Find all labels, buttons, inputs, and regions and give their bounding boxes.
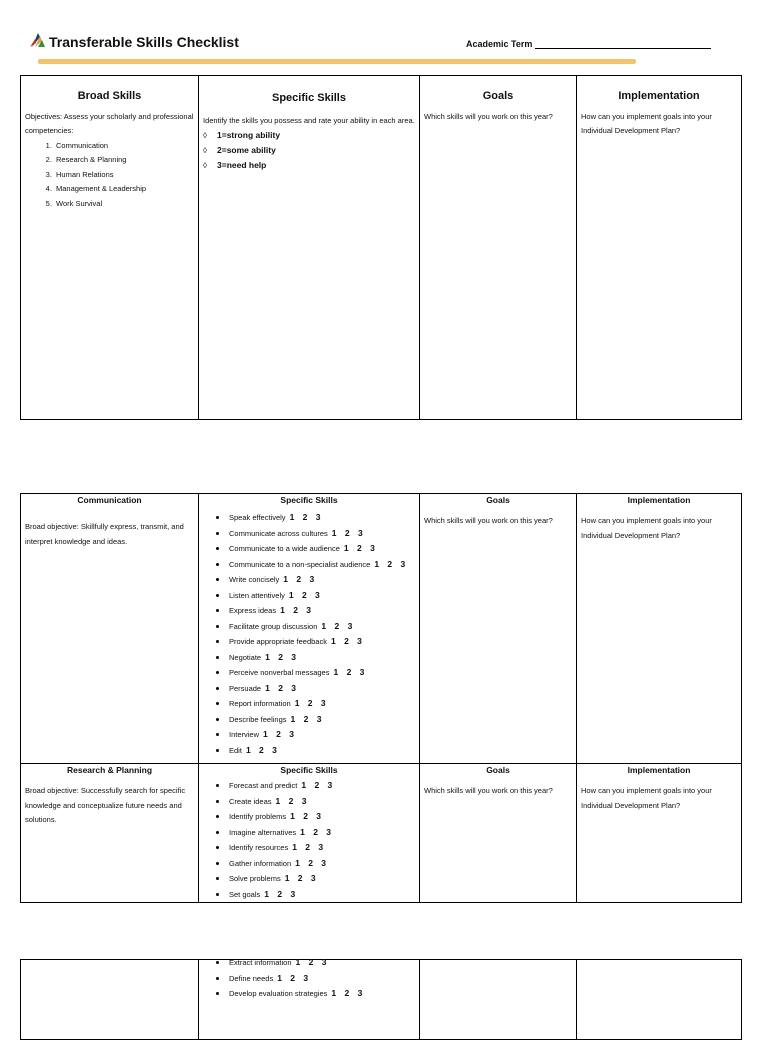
skill-label: Gather information xyxy=(229,858,292,868)
rating-scale[interactable]: 1 2 3 xyxy=(331,988,366,998)
goals-prompt: Which skills will you work on this year? xyxy=(424,786,553,795)
skill-label: Identify problems xyxy=(229,812,287,821)
broad-skills-objective: Objectives: Assess your scholarly and professional competencies: xyxy=(25,111,194,135)
continued-broad-cell xyxy=(21,960,199,1040)
skill-item xyxy=(216,665,419,681)
skills-table xyxy=(20,493,742,903)
communication-header: Communication xyxy=(77,495,142,505)
diamond-icon: ◊ xyxy=(203,146,207,155)
rating-scale[interactable]: 1 2 3 xyxy=(265,651,300,662)
communication-cell xyxy=(21,494,199,764)
rating-scale[interactable]: 1 2 3 xyxy=(374,558,409,569)
continued-skill-list xyxy=(199,955,419,1002)
research-implementation-cell xyxy=(577,764,742,903)
continued-skills-cell xyxy=(199,957,420,1040)
skill-label: Develop evaluation strategies xyxy=(229,989,328,998)
rating-scale[interactable]: 1 2 3 xyxy=(333,667,368,677)
rating-legend xyxy=(199,128,419,173)
research-goals-cell xyxy=(420,764,577,903)
research-cell xyxy=(21,764,199,903)
list-item: 3. Human Relations xyxy=(54,168,198,183)
skill-label: Listen attentively xyxy=(229,590,285,600)
skill-item xyxy=(216,650,419,666)
rating-scale[interactable]: 1 2 3 xyxy=(301,780,336,790)
skill-label: Facilitate group discussion xyxy=(229,621,318,631)
skill-item xyxy=(216,809,419,825)
communication-goals-cell xyxy=(420,494,577,764)
rating-scale[interactable]: 1 2 3 xyxy=(292,842,327,852)
skill-item xyxy=(216,840,419,856)
continued-table xyxy=(20,959,742,1040)
academic-term-label: Academic Term xyxy=(466,39,533,49)
research-objective: Broad objective: Successfully search for specific knowledge and conceptualize future needs and solutions. xyxy=(25,786,186,824)
continued-goals-cell xyxy=(420,960,577,1040)
skill-item xyxy=(216,825,419,841)
skill-item xyxy=(216,541,419,557)
skill-label: Define needs xyxy=(229,973,274,983)
skill-label: Persuade xyxy=(229,683,262,693)
skill-item xyxy=(216,871,419,887)
research-skills-cell xyxy=(199,764,420,903)
skill-item xyxy=(216,696,419,712)
rating-scale[interactable]: 1 2 3 xyxy=(290,811,325,821)
skill-item xyxy=(216,603,419,619)
rating-scale[interactable]: 1 2 3 xyxy=(283,574,318,584)
communication-implementation-cell xyxy=(577,494,742,764)
rating-scale[interactable]: 1 2 3 xyxy=(284,873,319,883)
skill-label: Extract information xyxy=(229,958,292,967)
skill-item xyxy=(216,526,419,542)
skill-label: Perceive nonverbal messages xyxy=(229,668,330,677)
logo-icon xyxy=(30,31,46,49)
rating-scale[interactable]: 1 2 3 xyxy=(289,512,324,522)
rating-scale[interactable]: 1 2 3 xyxy=(280,605,315,615)
continued-implementation-cell xyxy=(577,960,742,1040)
communication-skill-list xyxy=(199,510,419,758)
skill-item xyxy=(216,712,419,728)
skill-item xyxy=(216,778,419,794)
list-item: 4. Management & Leadership xyxy=(54,182,198,197)
skill-item xyxy=(216,557,419,573)
skill-item xyxy=(216,510,419,526)
skill-item xyxy=(216,572,419,588)
skill-item xyxy=(216,727,419,743)
skill-label: Report information xyxy=(229,699,291,708)
communication-skills-cell xyxy=(199,494,420,764)
implementation-prompt: How can you implement goals into your Individual Development Plan? xyxy=(581,111,712,135)
skill-item xyxy=(216,681,419,697)
research-skill-list xyxy=(199,778,419,902)
skill-label: Interview xyxy=(229,730,260,739)
specific-skills-header: Specific Skills xyxy=(272,92,346,104)
implementation-cell xyxy=(577,76,742,420)
implementation-prompt: How can you implement goals into your Individual Development Plan? xyxy=(581,786,712,810)
implementation-header: Implementation xyxy=(627,495,691,505)
skill-label: Forecast and predict xyxy=(229,781,298,790)
skill-item xyxy=(216,794,419,810)
rating-item: ◊ 1=strong ability xyxy=(203,128,419,143)
diamond-icon: ◊ xyxy=(203,131,207,140)
rating-scale[interactable]: 1 2 3 xyxy=(290,713,325,724)
rating-scale[interactable]: 1 2 3 xyxy=(343,543,378,553)
skill-label: Speak effectively xyxy=(229,513,286,522)
page-title: Transferable Skills Checklist xyxy=(49,34,239,50)
header-divider xyxy=(38,59,636,64)
skill-label: Identify resources xyxy=(229,843,289,852)
academic-term-blank[interactable] xyxy=(535,39,711,49)
rating-scale[interactable]: 1 2 3 xyxy=(330,636,365,646)
goals-header: Goals xyxy=(486,765,510,775)
skill-label: Express ideas xyxy=(229,606,277,615)
skill-item xyxy=(216,634,419,650)
goals-header: Goals xyxy=(486,495,510,505)
skill-label: Communicate to a non-specialist audience xyxy=(229,559,371,569)
rating-scale[interactable]: 1 2 3 xyxy=(294,698,329,708)
rating-scale[interactable]: 1 2 3 xyxy=(277,972,312,983)
goals-prompt: Which skills will you work on this year? xyxy=(424,516,553,525)
goals-prompt: Which skills will you work on this year? xyxy=(424,111,553,121)
skill-label: Communicate to a wide audience xyxy=(229,544,340,553)
skill-label: Edit xyxy=(229,745,242,755)
broad-skills-header: Broad Skills xyxy=(77,90,142,102)
rating-scale[interactable]: 1 2 3 xyxy=(300,826,335,837)
skill-label: Create ideas xyxy=(229,796,272,806)
list-item: 5. Work Survival xyxy=(54,197,198,212)
rating-scale[interactable]: 1 2 3 xyxy=(321,620,356,631)
skill-item xyxy=(216,986,419,1002)
rating-scale[interactable]: 1 2 3 xyxy=(275,795,310,806)
rating-item: ◊ 2=some ability xyxy=(203,143,419,158)
list-item: 1. Communication xyxy=(54,139,198,154)
academic-term-field[interactable] xyxy=(466,39,711,49)
rating-scale[interactable]: 1 2 3 xyxy=(295,957,330,967)
skill-label: Imagine alternatives xyxy=(229,827,297,837)
skill-label: Set goals xyxy=(229,889,261,899)
broad-skills-cell xyxy=(21,76,199,420)
implementation-header: Implementation xyxy=(627,765,691,775)
communication-objective: Broad objective: Skillfully express, transmit, and interpret knowledge and ideas. xyxy=(25,522,184,546)
rating-scale[interactable]: 1 2 3 xyxy=(288,589,323,600)
implementation-header: Implementation xyxy=(618,90,700,102)
implementation-prompt: How can you implement goals into your Individual Development Plan? xyxy=(581,516,712,540)
diamond-icon: ◊ xyxy=(203,161,207,170)
skill-item xyxy=(216,588,419,604)
specific-skills-instructions: Identify the skills you possess and rate your ability in each area. xyxy=(203,115,415,125)
skill-label: Write concisely xyxy=(229,575,280,584)
rating-scale[interactable]: 1 2 3 xyxy=(264,888,299,899)
skill-label: Solve problems xyxy=(229,874,281,883)
skill-label: Negotiate xyxy=(229,652,262,662)
goals-header: Goals xyxy=(482,90,514,102)
rating-scale[interactable]: 1 2 3 xyxy=(263,729,297,739)
skill-label: Communicate across cultures xyxy=(229,528,328,538)
list-item: 2. Research & Planning xyxy=(54,153,198,168)
rating-item: ◊ 3=need help xyxy=(203,158,419,173)
skill-item xyxy=(216,856,419,872)
specific-skills-header: Specific Skills xyxy=(280,765,338,775)
specific-skills-header: Specific Skills xyxy=(280,495,338,505)
specific-skills-cell xyxy=(199,76,420,420)
rating-scale[interactable]: 1 2 3 xyxy=(295,857,330,868)
skill-label: Provide appropriate feedback xyxy=(229,637,327,646)
skill-item xyxy=(216,887,419,903)
skill-label: Describe feelings xyxy=(229,714,287,724)
goals-cell xyxy=(420,76,577,420)
research-header: Research & Planning xyxy=(66,765,153,775)
rating-scale[interactable]: 1 2 3 xyxy=(245,744,280,755)
rating-scale[interactable]: 1 2 3 xyxy=(331,527,366,538)
skill-item xyxy=(216,743,419,759)
skill-item xyxy=(216,955,419,971)
rating-scale[interactable]: 1 2 3 xyxy=(265,682,300,693)
skill-item xyxy=(216,971,419,987)
broad-skills-list xyxy=(21,139,198,212)
intro-table xyxy=(20,75,742,420)
skill-item xyxy=(216,619,419,635)
